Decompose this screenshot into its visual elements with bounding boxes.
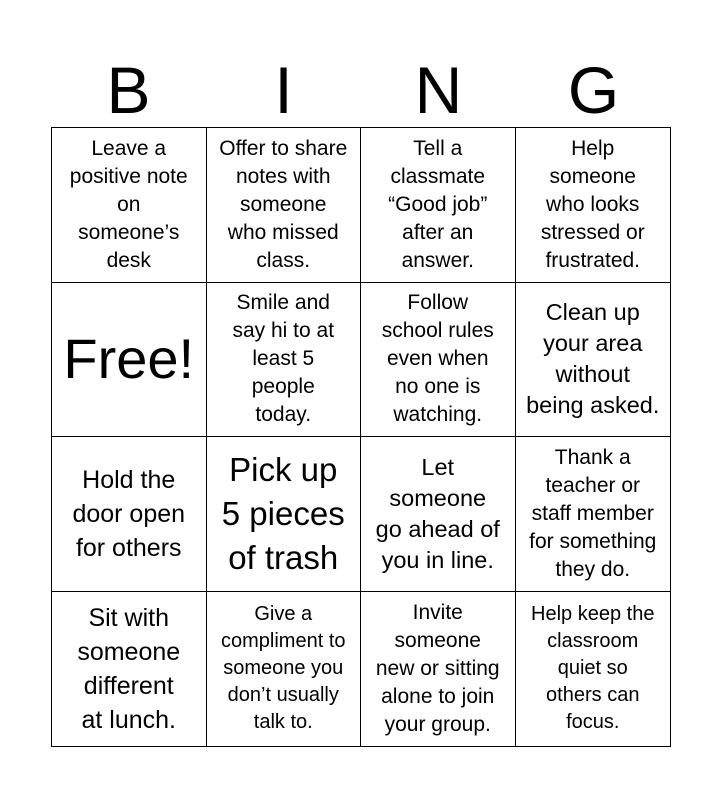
bingo-cell-r3c1[interactable] — [52, 437, 207, 592]
cell-text: Thank a teacher or staff member for something they do. — [529, 445, 657, 581]
cell-text: Tell a classmate “Good job” after an answer. — [388, 136, 488, 272]
cell-text: Invite someone new or sitting alone to join your group. — [375, 600, 500, 736]
cell-text: Smile and say hi to at least 5 people today. — [232, 291, 335, 427]
cell-text: Give a compliment to someone you don’t usually talk to. — [221, 603, 346, 734]
bingo-cell-r2c2[interactable] — [207, 283, 362, 438]
header-letter-b: B — [106, 53, 151, 127]
cell-text: Leave a positive note on someone’s desk — [69, 136, 188, 272]
bingo-cell-r4c2[interactable] — [207, 592, 362, 747]
bingo-cell-r1c2[interactable] — [207, 128, 362, 283]
bingo-cell-r1c4[interactable] — [516, 128, 671, 283]
bingo-cell-r3c4[interactable] — [516, 437, 671, 592]
cell-text: Sit with someone different at lunch. — [77, 603, 181, 734]
cell-text: Pick up 5 pieces of trash — [221, 450, 345, 576]
header-letter-i: I — [274, 53, 293, 127]
bingo-cell-r4c4[interactable] — [516, 592, 671, 747]
free-space-text: Free! — [63, 327, 195, 391]
cell-text: Help keep the classroom quiet so others can focus. — [531, 603, 655, 734]
header-letter-n: N — [414, 53, 463, 127]
bingo-cell-r4c3[interactable] — [361, 592, 516, 747]
bingo-cell-r3c3[interactable] — [361, 437, 516, 592]
cell-text: Follow school rules even when no one is watching. — [381, 291, 494, 427]
bingo-cell-r3c2[interactable] — [207, 437, 362, 592]
cell-text: Offer to share notes with someone who missed class. — [219, 136, 348, 272]
header-letter-g: G — [567, 53, 620, 127]
free-space-cell[interactable] — [52, 283, 207, 438]
bingo-cell-r1c3[interactable] — [361, 128, 516, 283]
bingo-cell-r2c3[interactable] — [361, 283, 516, 438]
bingo-cell-r1c1[interactable] — [52, 128, 207, 283]
bingo-cell-r2c4[interactable] — [516, 283, 671, 438]
bingo-board — [51, 127, 671, 747]
cell-text: Let someone go ahead of you in line. — [375, 453, 500, 573]
cell-text: Help someone who looks stressed or frustrated. — [540, 136, 645, 272]
bingo-cell-r4c1[interactable] — [52, 592, 207, 747]
bingo-header — [51, 52, 671, 128]
cell-text: Clean up your area without being asked. — [526, 299, 660, 419]
cell-text: Hold the door open for others — [72, 465, 186, 562]
